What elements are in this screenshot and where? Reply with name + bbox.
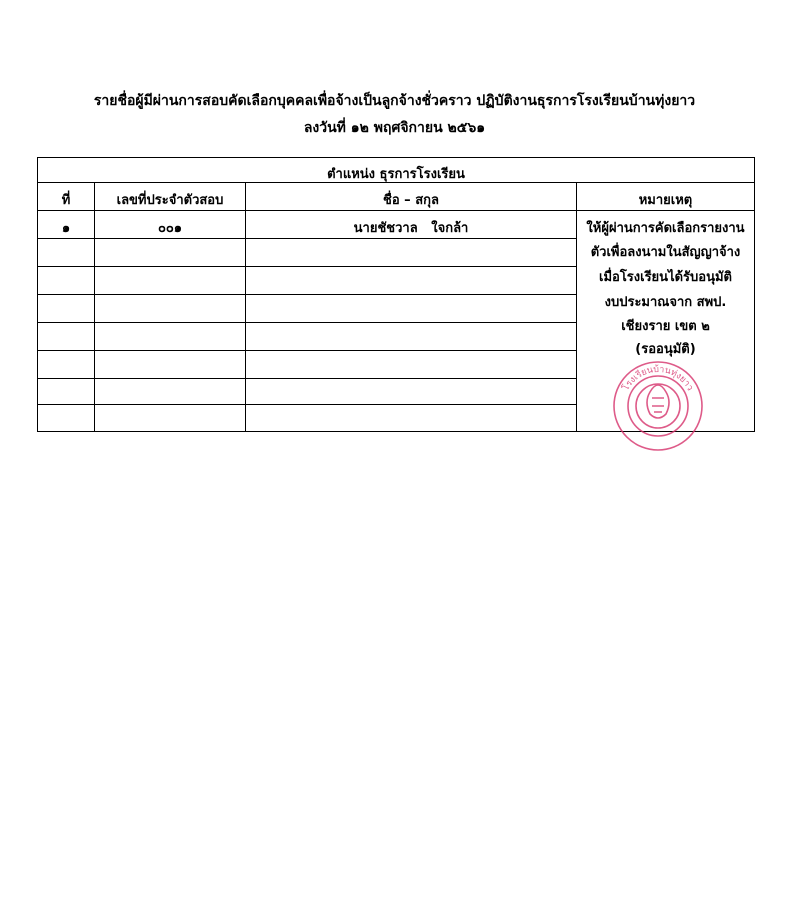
- row-name: นายชัชวาล ใจกล้า: [353, 221, 469, 236]
- table-divider: [38, 294, 577, 295]
- table-divider: [38, 378, 577, 379]
- svg-text:โรงเรียนบ้านทุ่งยาว: โรงเรียนบ้านทุ่งยาว: [621, 364, 695, 393]
- table-divider: [38, 266, 577, 267]
- remark-line: เชียงราย เขต ๒: [621, 319, 710, 334]
- table-divider: [38, 322, 577, 323]
- document-date: ลงวันที่ ๑๒ พฤศจิกายน ๒๕๖๑: [303, 120, 486, 136]
- row-number: ๑: [61, 221, 71, 236]
- column-header-name: ชื่อ – สกุล: [383, 193, 439, 208]
- table-divider: [38, 210, 754, 211]
- remark-line: ให้ผู้ผ่านการคัดเลือกรายงาน: [586, 221, 745, 236]
- column-header-remark: หมายเหตุ: [638, 193, 693, 208]
- remark-line: (รออนุมัติ): [635, 342, 696, 357]
- table-divider: [38, 404, 577, 405]
- table-divider: [38, 238, 577, 239]
- school-seal-stamp: [610, 348, 706, 460]
- column-header-exam-id: เลขที่ประจำตัวสอบ: [116, 193, 224, 208]
- document-title: รายชื่อผู้มีผ่านการสอบคัดเลือกบุคคลเพื่อจ้างเป็นลูกจ้างชั่วคราว ปฏิบัติงานธุรการโรงเรียนบ้านทุ่งยาว: [93, 93, 696, 109]
- position-header: ตำแหน่ง ธุรการโรงเรียน: [327, 167, 465, 182]
- row-exam-id: ๐๐๑: [157, 221, 183, 236]
- table-divider: [38, 350, 577, 351]
- remark-line: เมื่อโรงเรียนได้รับอนุมัติ: [599, 270, 732, 285]
- remark-line: ตัวเพื่อลงนามในสัญญาจ้าง: [590, 245, 741, 260]
- remark-line: งบประมาณจาก สพป.: [604, 295, 727, 310]
- column-header-no: ที่: [61, 193, 71, 208]
